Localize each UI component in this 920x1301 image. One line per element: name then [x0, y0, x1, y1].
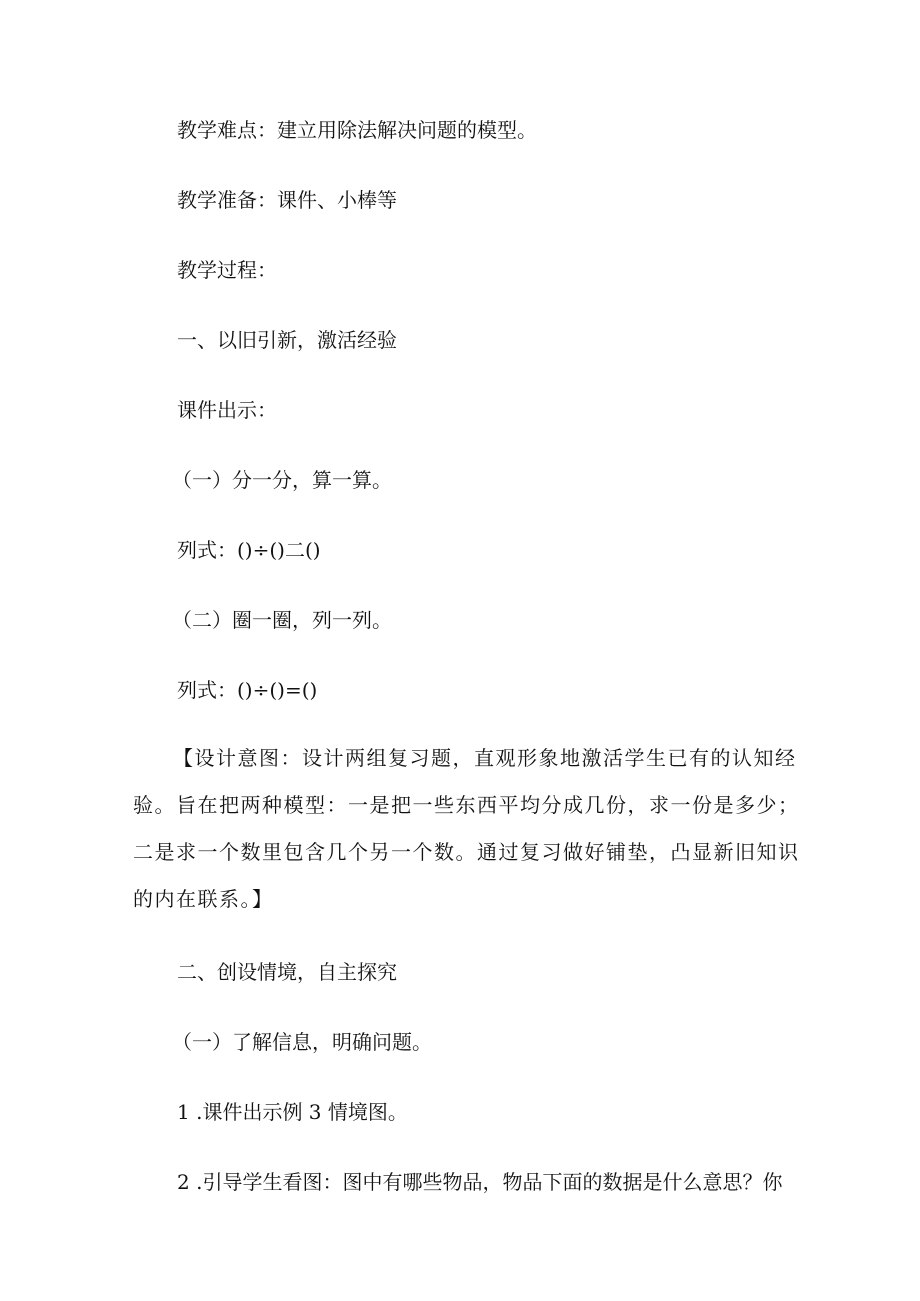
exercise-item-1: （一）分一分，算一算。	[172, 468, 392, 492]
exercise-item-2: （二）圈一圈，列一列。	[172, 608, 392, 632]
step-1: 1 .课件出示例 3 情境图。	[177, 1100, 408, 1124]
section-heading-1: 一、以旧引新，激活经验	[177, 328, 397, 352]
courseware-show-label: 课件出示：	[177, 398, 277, 422]
subsection-heading-1: （一）了解信息，明确问题。	[172, 1030, 432, 1054]
teaching-process-heading: 教学过程：	[177, 258, 277, 282]
formula-2: 列式：()÷()=()	[177, 678, 318, 702]
step-2: 2 .引导学生看图：图中有哪些物品，物品下面的数据是什么意思？你	[177, 1170, 783, 1194]
section-heading-2: 二、创设情境，自主探究	[177, 960, 397, 984]
formula-1: 列式：()÷()二()	[177, 538, 321, 562]
teaching-difficulty: 教学难点：建立用除法解决问题的模型。	[177, 118, 537, 142]
teaching-preparation: 教学准备：课件、小棒等	[177, 188, 397, 212]
design-intent-paragraph: 【设计意图：设计两组复习题，直观形象地激活学生已有的认知经验。旨在把两种模型：一是把一些东西平均分成几份，求一份是多少；二是求一个数里包含几个另一个数。通过复习做好铺垫，凸显新旧知识的内在联系。】	[133, 746, 800, 911]
